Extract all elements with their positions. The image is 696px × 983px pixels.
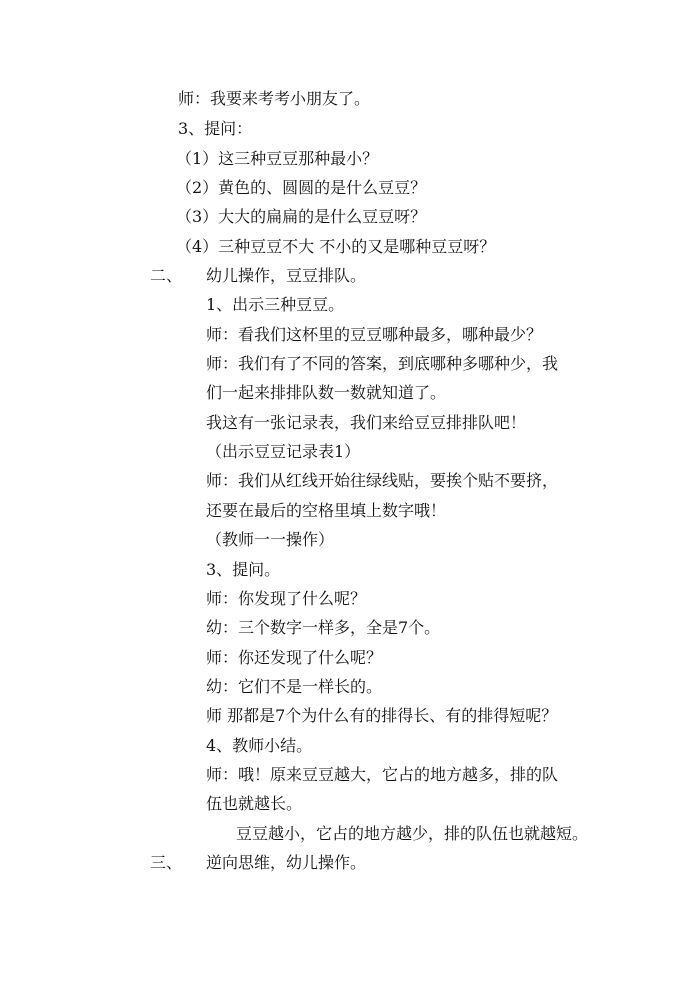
text-line: 师：你发现了什么呢？	[206, 589, 367, 608]
text-line: 师：我要来考考小朋友了。	[178, 89, 371, 108]
text-line: 师：看我们这杯里的豆豆哪种最多，哪种最少？	[206, 325, 543, 344]
section-title: 逆向思维，幼儿操作。	[206, 853, 367, 872]
text-line: （出示豆豆记录表1）	[206, 442, 361, 461]
text-line: （2）黄色的、圆圆的是什么豆豆？	[176, 178, 427, 197]
section-title: 幼儿操作，豆豆排队。	[206, 266, 367, 285]
text-line: 伍也就越长。	[206, 794, 303, 813]
text-line: 幼：三个数字一样多，全是7个。	[206, 618, 441, 637]
text-line: 3、提问：	[178, 119, 253, 138]
text-line: （教师一一操作）	[206, 530, 335, 549]
text-line: 我这有一张记录表，我们来给豆豆排排队吧！	[206, 413, 527, 432]
text-line: 师：我们有了不同的答案，到底哪种多哪种少，我	[206, 354, 559, 373]
text-line: （4）三种豆豆不大 不小的又是哪种豆豆呀？	[176, 237, 496, 256]
text-line: 还要在最后的空格里填上数字哦！	[206, 501, 447, 520]
text-line: （3）大大的扁扁的是什么豆豆呀？	[176, 207, 427, 226]
text-line: （1）这三种豆豆那种最小？	[176, 149, 379, 168]
text-line: 师：我们从红线开始往绿线贴，要挨个贴不要挤，	[206, 471, 559, 490]
text-line: 师：哦！原来豆豆越大，它占的地方越多，排的队	[206, 765, 559, 784]
text-line: 豆豆越小，它占的地方越少，排的队伍也就越短。	[236, 824, 589, 843]
section-heading	[150, 266, 366, 286]
text-line: 师：你还发现了什么呢？	[206, 648, 383, 667]
text-line: 幼：它们不是一样长的。	[206, 677, 383, 696]
text-line: 师 那都是7个为什么有的排得长、有的排得短呢？	[206, 706, 558, 725]
section-number: 二、	[150, 266, 183, 285]
text-line: 1、出示三种豆豆。	[206, 295, 345, 314]
section-number: 三、	[150, 853, 183, 872]
text-line: 们一起来排排队数一数就知道了。	[206, 383, 447, 402]
text-line: 3、提问。	[206, 560, 281, 579]
section-heading	[150, 853, 366, 873]
text-line: 4、教师小结。	[206, 736, 313, 755]
